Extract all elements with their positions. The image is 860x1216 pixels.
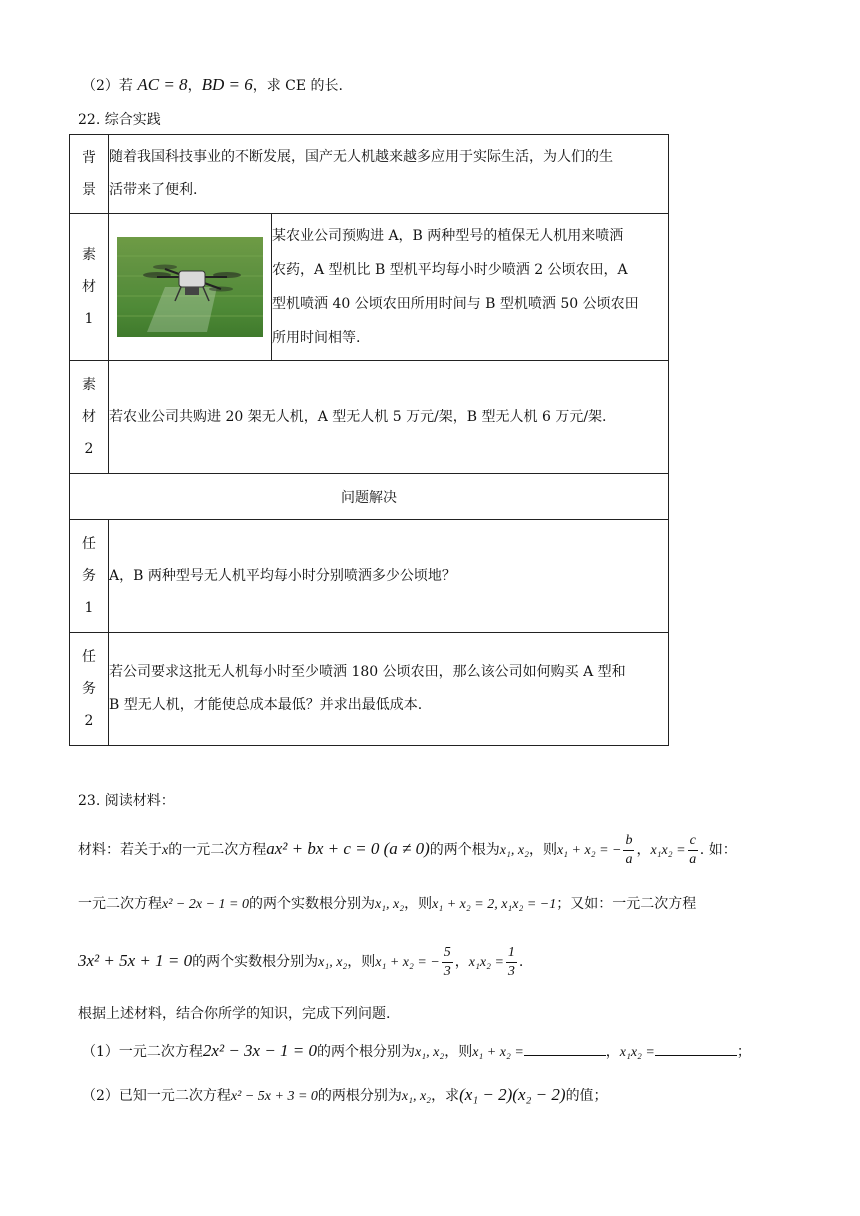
row-task-2 (70, 633, 669, 746)
fraction-b-over-a: $\frac{b}{a}$ (625, 832, 633, 867)
drone-photo-cell (109, 214, 272, 361)
q21-eq-ac: AC = 8 (137, 75, 188, 94)
task-1-text: A，B 两种型号无人机平均每小时分别喷洒多少公顷地？ (109, 520, 669, 633)
label-background: 背 景 (70, 135, 109, 214)
row-material-1 (70, 214, 669, 361)
fraction-c-over-a: $\frac{c}{a}$ (689, 832, 697, 867)
label-material-2: 素 材 2 (70, 361, 109, 474)
answer-blank-sum[interactable] (524, 1041, 606, 1056)
drone-photo (117, 237, 263, 337)
row-task-1 (70, 520, 669, 633)
q21-sep: ， (187, 78, 202, 94)
general-quadratic: ax² + bx + c = 0 (a ≠ 0) (266, 839, 430, 858)
q21-part2-tail: ，求 CE 的长. (252, 78, 343, 94)
q23-title: 23. 阅读材料： (78, 793, 175, 809)
label-task-2: 任 务 2 (70, 633, 109, 746)
fraction-1-over-3: $\frac{1}{3}$ (507, 944, 515, 979)
q23-part2: （2）已知一元二次方程x² − 5x + 3 = 0的两根分别为x₁, x₂，求(x₁ − 2)(x₂ − 2)的值； (82, 1085, 608, 1104)
q21-eq-bd: BD = 6 (201, 75, 253, 94)
q23-line-4: 根据上述材料，结合你所学的知识，完成下列问题. (78, 1006, 391, 1022)
label-material-1: 素 材 1 (70, 214, 109, 361)
fraction-5-over-3: $\frac{5}{3}$ (443, 944, 451, 979)
row-background (70, 135, 669, 214)
row-solve-header (70, 474, 669, 520)
row-material-2 (70, 361, 669, 474)
practice-table (69, 134, 669, 746)
q23-part1: （1）一元二次方程2x² − 3x − 1 = 0的两个根分别为x₁, x₂，则x₁ + x₂ = ，x₁x₂ = ； (82, 1041, 751, 1060)
q23-line-2: 一元二次方程x² − 2x − 1 = 0的两个实数根分别为x₁, x₂，则x₁ + x₂ = 2, x₁x₂ = −1；又如：一元二次方程 (78, 896, 697, 912)
q21-part2-line (82, 75, 343, 95)
q22-title: 22. 综合实践 (78, 112, 161, 128)
material-2-text: 若农业公司共购进 20 架无人机，A 型无人机 5 万元/架，B 型无人机 6 万元/架. (109, 361, 669, 474)
solve-header: 问题解决 (70, 474, 669, 520)
q21-part2-lead: （2）若 (82, 78, 138, 94)
answer-blank-product[interactable] (655, 1041, 737, 1056)
material-1-text: 某农业公司预购进 A，B 两种型号的植保无人机用来喷洒 农药，A 型机比 B 型机平均每小时少喷洒 2 公顷农田，A 型机喷洒 40 公顷农田所用时间与 B 型机喷洒 50 公顷农田 所用时间相等. (272, 214, 669, 361)
label-task-1: 任 务 1 (70, 520, 109, 633)
background-text: 随着我国科技事业的不断发展，国产无人机越来越多应用于实际生活，为人们的生 活带来了便利. (109, 135, 669, 214)
q23-line-1: 材料：若关于x的一元二次方程ax² + bx + c = 0 (a ≠ 0)的两个根为x₁, x₂，则x₁ + x₂ = − $\frac{b}{a}$ ，x₁x₂ = $\frac{c}{a}$ . 如： (78, 832, 737, 867)
q23-line-3: 3x² + 5x + 1 = 0的两个实数根分别为x₁, x₂，则x₁ + x₂ = − $\frac{5}{3}$ ，x₁x₂ = $\frac{1}{3}$ . (78, 944, 524, 979)
task-2-text: 若公司要求这批无人机每小时至少喷洒 180 公顷农田，那么该公司如何购买 A 型和 B 型无人机，才能使总成本最低？并求出最低成本. (109, 633, 669, 746)
